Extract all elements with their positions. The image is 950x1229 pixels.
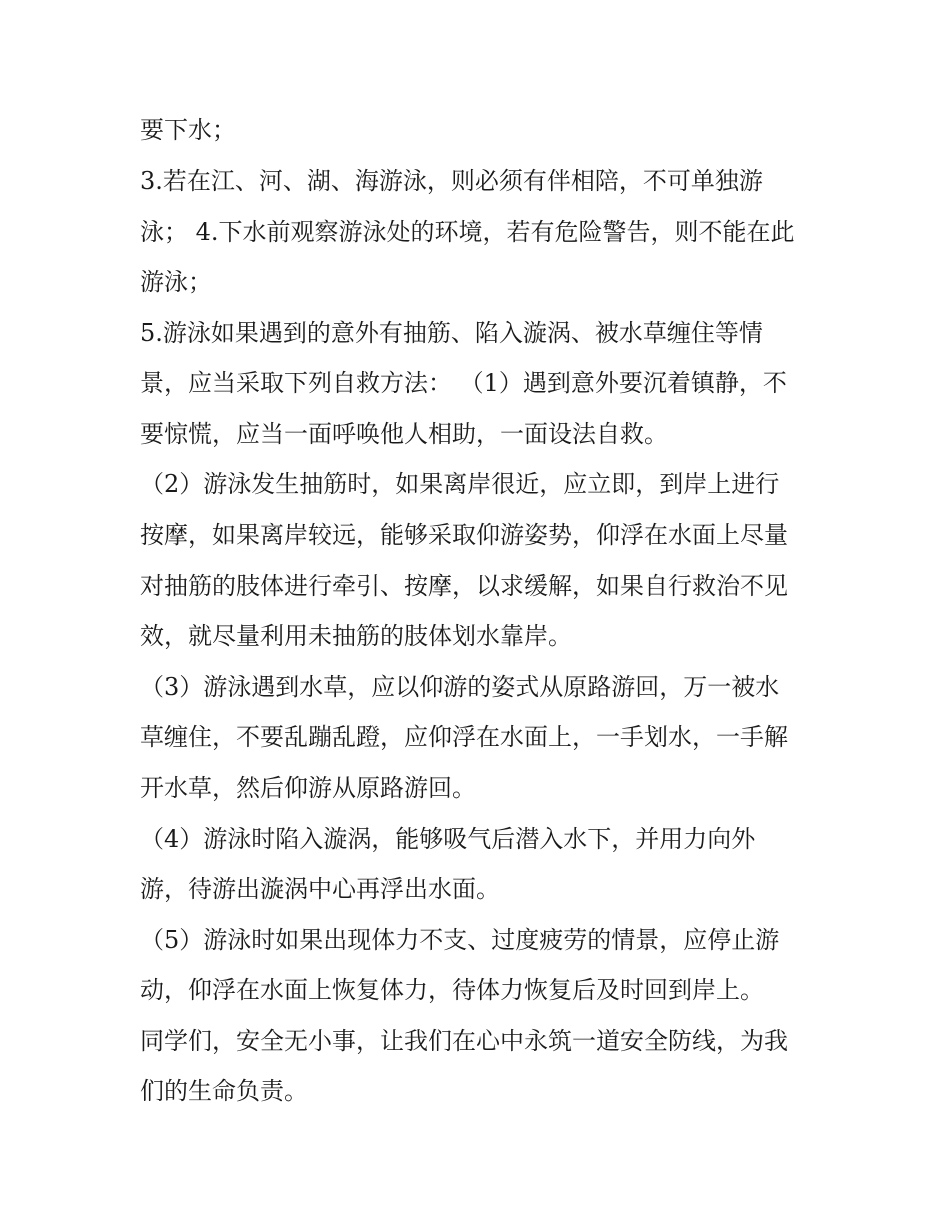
text-line: （4）游泳时陷入漩涡，能够吸气后潜入水下，并用力向外 [140, 825, 756, 853]
text-line: 开水草，然后仰游从原路游回。 [140, 774, 476, 802]
text-line: 游泳； [140, 268, 212, 296]
text-line: 按摩，如果离岸较远，能够采取仰游姿势，仰浮在水面上尽量 [140, 521, 788, 549]
text-line: 景，应当采取下列自救方法： （1）遇到意外要沉着镇静，不 [140, 369, 787, 397]
text-line: 游，待游出漩涡中心再浮出水面。 [140, 875, 500, 903]
text-line: （2）游泳发生抽筋时，如果离岸很近，应立即，到岸上进行 [140, 470, 780, 498]
text-line: 草缠住，不要乱蹦乱蹬，应仰浮在水面上，一手划水，一手解 [140, 723, 788, 751]
text-line: 对抽筋的肢体进行牵引、按摩，以求缓解，如果自行救治不见 [140, 572, 788, 600]
text-line: 要下水； [140, 116, 236, 144]
text-line: 效，就尽量利用未抽筋的肢体划水靠岸。 [140, 622, 572, 650]
text-line: 们的生命负责。 [140, 1077, 308, 1105]
text-line: 同学们，安全无小事，让我们在心中永筑一道安全防线，为我 [140, 1027, 788, 1055]
text-line: 动，仰浮在水面上恢复体力，待体力恢复后及时回到岸上。 [140, 976, 764, 1004]
text-line: 5.游泳如果遇到的意外有抽筋、陷入漩涡、被水草缠住等情 [140, 319, 763, 347]
text-line: （3）游泳遇到水草，应以仰游的姿式从原路游回，万一被水 [140, 673, 780, 701]
text-line: （5）游泳时如果出现体力不支、过度疲劳的情景，应停止游 [140, 926, 780, 954]
text-line: 要惊慌，应当一面呼唤他人相助，一面设法自救。 [140, 420, 668, 448]
text-line: 泳； 4.下水前观察游泳处的环境，若有危险警告，则不能在此 [140, 218, 795, 246]
text-line: 3.若在江、河、湖、海游泳，则必须有伴相陪，不可单独游 [140, 167, 763, 195]
